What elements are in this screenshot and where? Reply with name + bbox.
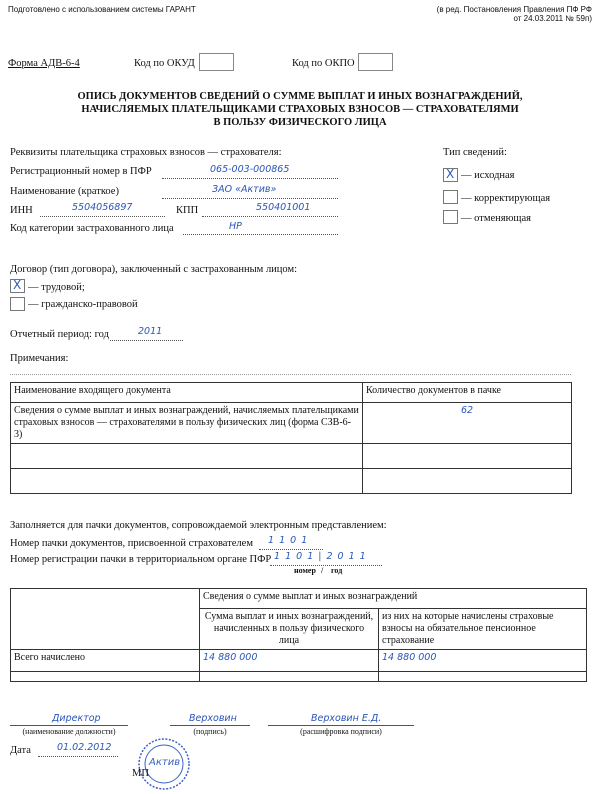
doc-row-name: Сведения о сумме выплат и иных вознаграждений, начисляемых плательщиками страховых взносов — страхователями в пользу физических лиц (форма СЗВ-6-3) xyxy=(11,403,363,444)
contract-heading: Договор (тип договора), заключенный с застрахованным лицом: xyxy=(10,264,298,275)
signature-value[interactable]: Верховин xyxy=(189,713,237,724)
date-value[interactable]: 01.02.2012 xyxy=(57,742,112,753)
batch-number-value[interactable]: 1 1 0 1 xyxy=(268,535,309,546)
documents-table xyxy=(10,382,572,494)
system-note: Подготовлено с использованием системы ГАРАНТ xyxy=(8,5,196,14)
stamp-text: Актив xyxy=(149,757,181,768)
kpp-label: КПП xyxy=(176,205,199,216)
inn-label: ИНН xyxy=(10,205,33,216)
batch-reg-label: Номер регистрации пачки в территориальном органе ПФР xyxy=(10,554,272,565)
info-type-heading: Тип сведений: xyxy=(443,147,507,158)
sums-table xyxy=(10,588,587,682)
kpp-value[interactable]: 550401001 xyxy=(256,202,311,213)
signature-caption: (подпись) xyxy=(193,727,227,736)
reg-number-label: Регистрационный номер в ПФР xyxy=(10,166,152,177)
company-stamp xyxy=(137,737,191,791)
decode-value[interactable]: Верховин Е.Д. xyxy=(311,713,382,724)
total-insured-value-cell[interactable]: 14 880 000 xyxy=(379,650,587,672)
sums-col-insured-header: из них на которые начислены страховые взносы на обязательное пенсионное страхование xyxy=(379,609,587,650)
notes-label: Примечания: xyxy=(10,353,69,364)
form-name: Форма АДВ-6-4 xyxy=(8,58,80,69)
okud-label: Код по ОКУД xyxy=(134,58,195,69)
batch-reg-value[interactable]: 1 1 0 1 | 2 0 1 1 xyxy=(274,551,367,562)
info-type-cancelling-checkbox[interactable] xyxy=(443,210,458,224)
category-label: Код категории застрахованного лица xyxy=(10,223,174,234)
table-row-empty xyxy=(11,469,363,494)
date-label: Дата xyxy=(10,745,31,756)
contract-civil-label: — гражданско-правовой xyxy=(28,299,138,310)
total-label: Всего начислено xyxy=(11,650,200,672)
short-name-value[interactable]: ЗАО «Актив» xyxy=(212,184,277,195)
short-name-label: Наименование (краткое) xyxy=(10,186,119,197)
info-type-corrective-checkbox[interactable] xyxy=(443,190,458,204)
okpo-field[interactable] xyxy=(358,53,393,71)
batch-number-label: Номер пачки документов, присвоенной страхователем xyxy=(10,538,253,549)
edition-note: (в ред. Постановления Правления ПФ РФ от 24.03.2011 № 59п) xyxy=(436,5,592,23)
okpo-label: Код по ОКПО xyxy=(292,58,355,69)
period-value[interactable]: 2011 xyxy=(138,326,163,337)
electronic-heading: Заполняется для пачки документов, сопровождаемой электронным представлением: xyxy=(10,520,387,531)
info-type-cancelling-label: — отменяющая xyxy=(461,213,531,224)
caption-number: номер xyxy=(294,566,316,575)
doc-col-name-header: Наименование входящего документа xyxy=(11,383,363,403)
doc-row-count[interactable]: 62 xyxy=(363,403,572,444)
info-type-original-label: — исходная xyxy=(461,170,515,181)
check-mark-icon: X xyxy=(13,278,22,292)
okud-field[interactable] xyxy=(199,53,234,71)
contract-labor-label: — трудовой; xyxy=(28,282,85,293)
reg-number-value[interactable]: 065-003-000865 xyxy=(210,164,290,175)
info-type-corrective-label: — корректирующая xyxy=(461,193,551,204)
caption-separator: / xyxy=(321,566,324,575)
check-mark-icon: X xyxy=(446,167,455,181)
inn-value[interactable]: 5504056897 xyxy=(72,202,133,213)
decode-caption: (расшифровка подписи) xyxy=(300,727,382,736)
period-label: Отчетный период: год xyxy=(10,329,109,340)
payer-heading: Реквизиты плательщика страховых взносов — страхователя: xyxy=(10,147,282,158)
contract-civil-checkbox[interactable] xyxy=(10,297,25,311)
mp-label: МП xyxy=(132,768,149,779)
document-title: ОПИСЬ ДОКУМЕНТОВ СВЕДЕНИЙ О СУММЕ ВЫПЛАТ И ИНЫХ ВОЗНАГРАЖДЕНИЙ, НАЧИСЛЯЕМЫХ ПЛАТЕЛЬЩИКАМИ СТРАХОВЫХ ВЗНОСОВ — СТРАХОВАТЕЛЯМИ В ПОЛЬЗУ ФИЗИЧЕСКОГО ЛИЦА xyxy=(77,91,523,128)
total-value-cell[interactable]: 14 880 000 xyxy=(200,650,379,672)
doc-col-count-header: Количество документов в пачке xyxy=(363,383,572,403)
position-value[interactable]: Директор xyxy=(52,713,101,724)
sums-col-total-header: Сумма выплат и иных вознаграждений, начисленных в пользу физического лица xyxy=(200,609,379,650)
sums-header: Сведения о сумме выплат и иных вознаграждений xyxy=(200,589,587,609)
position-caption: (наименование должности) xyxy=(22,727,116,736)
caption-year: год xyxy=(331,566,343,575)
category-value[interactable]: НР xyxy=(229,221,242,232)
table-row-empty xyxy=(11,444,363,469)
